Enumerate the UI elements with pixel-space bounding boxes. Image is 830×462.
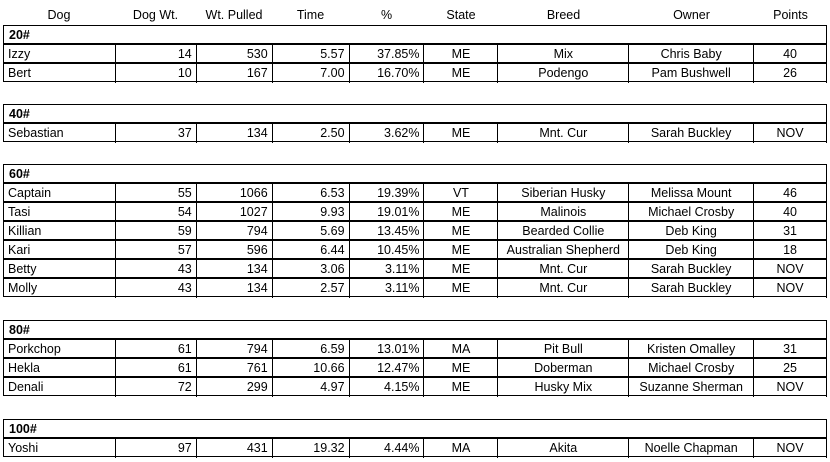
cell-state: ME [424,279,498,298]
cell-owner: Deb King [629,241,754,260]
cell-owner: Deb King [629,222,754,241]
cell-weight-pulled: 1066 [197,184,273,203]
table-row [3,63,827,82]
cell-points: 31 [754,340,827,359]
cell-breed: Podengo [498,64,629,83]
cell-dog: Tasi [4,203,116,222]
cell-dog: Porkchop [4,340,116,359]
column-header-percent: % [380,8,393,22]
cell-dog: Betty [4,260,116,279]
cell-state: ME [424,260,498,279]
cell-time: 9.93 [273,203,350,222]
cell-dog: Molly [4,279,116,298]
cell-dog-weight: 72 [116,378,197,397]
weight-class-label: 80# [9,323,30,337]
cell-owner: Chris Baby [629,45,754,64]
cell-state: VT [424,184,498,203]
cell-dog-weight: 61 [116,359,197,378]
cell-points: NOV [754,260,827,279]
cell-state: ME [424,203,498,222]
cell-breed: Bearded Collie [498,222,629,241]
cell-state: MA [424,439,498,458]
weight-class-label: 20# [9,28,30,42]
cell-percent: 10.45% [350,241,425,260]
cell-dog-weight: 54 [116,203,197,222]
column-header-dog-weight: Dog Wt. [132,8,179,22]
cell-points: 46 [754,184,827,203]
cell-weight-pulled: 596 [197,241,273,260]
cell-dog: Killian [4,222,116,241]
cell-dog: Denali [4,378,116,397]
weight-class-header [3,320,827,339]
column-header-state: State [446,8,476,22]
table-row [3,44,827,63]
column-header-dog: Dog [47,8,71,22]
cell-dog-weight: 97 [116,439,197,458]
table-row [3,259,827,278]
cell-breed: Siberian Husky [498,184,629,203]
cell-weight-pulled: 134 [197,124,273,143]
cell-percent: 37.85% [350,45,425,64]
table-row [3,377,827,396]
cell-percent: 13.45% [350,222,425,241]
cell-weight-pulled: 761 [197,359,273,378]
cell-owner: Kristen Omalley [629,340,754,359]
cell-percent: 16.70% [350,64,425,83]
cell-percent: 4.15% [350,378,425,397]
table-row [3,339,827,358]
cell-owner: Sarah Buckley [629,279,754,298]
weight-class-header [3,164,827,183]
cell-weight-pulled: 530 [197,45,273,64]
cell-owner: Suzanne Sherman [629,378,754,397]
cell-time: 5.69 [273,222,350,241]
cell-time: 3.06 [273,260,350,279]
cell-dog-weight: 61 [116,340,197,359]
table-row [3,123,827,142]
cell-time: 2.50 [273,124,350,143]
cell-dog-weight: 14 [116,45,197,64]
cell-dog-weight: 59 [116,222,197,241]
cell-time: 6.44 [273,241,350,260]
cell-breed: Doberman [498,359,629,378]
column-header-owner: Owner [673,8,710,22]
table-row [3,278,827,297]
cell-dog-weight: 55 [116,184,197,203]
cell-percent: 3.11% [350,279,425,298]
cell-points: NOV [754,124,827,143]
column-header-points: Points [773,8,808,22]
cell-dog: Captain [4,184,116,203]
weight-class-header [3,104,827,123]
cell-weight-pulled: 134 [197,279,273,298]
cell-state: ME [424,124,498,143]
cell-percent: 3.62% [350,124,425,143]
cell-percent: 19.39% [350,184,425,203]
cell-percent: 13.01% [350,340,425,359]
cell-owner: Noelle Chapman [629,439,754,458]
cell-breed: Australian Shepherd [498,241,629,260]
cell-weight-pulled: 431 [197,439,273,458]
cell-state: ME [424,64,498,83]
weight-class-label: 100# [9,422,37,436]
cell-points: NOV [754,439,827,458]
cell-state: ME [424,359,498,378]
table-row [3,438,827,457]
cell-time: 2.57 [273,279,350,298]
cell-dog-weight: 37 [116,124,197,143]
cell-points: 26 [754,64,827,83]
column-header-row [3,6,827,25]
cell-percent: 19.01% [350,203,425,222]
cell-weight-pulled: 794 [197,222,273,241]
cell-breed: Mix [498,45,629,64]
cell-time: 5.57 [273,45,350,64]
cell-dog-weight: 43 [116,279,197,298]
cell-time: 4.97 [273,378,350,397]
cell-dog: Bert [4,64,116,83]
cell-dog: Kari [4,241,116,260]
cell-state: ME [424,45,498,64]
cell-points: NOV [754,279,827,298]
cell-points: 25 [754,359,827,378]
cell-percent: 3.11% [350,260,425,279]
weight-class-label: 60# [9,167,30,181]
weight-class-header [3,419,827,438]
cell-time: 6.53 [273,184,350,203]
cell-percent: 4.44% [350,439,425,458]
cell-state: ME [424,222,498,241]
cell-time: 10.66 [273,359,350,378]
cell-breed: Mnt. Cur [498,279,629,298]
cell-dog: Izzy [4,45,116,64]
weight-class-label: 40# [9,107,30,121]
cell-time: 7.00 [273,64,350,83]
cell-points: NOV [754,378,827,397]
cell-dog: Hekla [4,359,116,378]
cell-time: 19.32 [273,439,350,458]
cell-owner: Sarah Buckley [629,124,754,143]
cell-owner: Melissa Mount [629,184,754,203]
cell-owner: Pam Bushwell [629,64,754,83]
cell-state: ME [424,241,498,260]
cell-breed: Akita [498,439,629,458]
cell-owner: Michael Crosby [629,203,754,222]
cell-dog: Yoshi [4,439,116,458]
cell-state: MA [424,340,498,359]
table-row [3,183,827,202]
cell-dog-weight: 10 [116,64,197,83]
table-row [3,202,827,221]
cell-breed: Pit Bull [498,340,629,359]
table-row [3,221,827,240]
column-header-breed: Breed [546,8,581,22]
cell-time: 6.59 [273,340,350,359]
cell-breed: Mnt. Cur [498,260,629,279]
cell-state: ME [424,378,498,397]
cell-breed: Mnt. Cur [498,124,629,143]
column-header-time: Time [296,8,325,22]
column-header-weight-pulled: Wt. Pulled [205,8,263,22]
cell-weight-pulled: 1027 [197,203,273,222]
cell-weight-pulled: 167 [197,64,273,83]
cell-dog: Sebastian [4,124,116,143]
cell-dog-weight: 57 [116,241,197,260]
cell-weight-pulled: 794 [197,340,273,359]
cell-weight-pulled: 134 [197,260,273,279]
cell-owner: Michael Crosby [629,359,754,378]
cell-points: 31 [754,222,827,241]
cell-owner: Sarah Buckley [629,260,754,279]
cell-points: 40 [754,45,827,64]
weight-class-header [3,25,827,44]
cell-points: 18 [754,241,827,260]
table-row [3,240,827,259]
cell-percent: 12.47% [350,359,425,378]
table-row [3,358,827,377]
cell-breed: Husky Mix [498,378,629,397]
cell-breed: Malinois [498,203,629,222]
cell-weight-pulled: 299 [197,378,273,397]
cell-points: 40 [754,203,827,222]
cell-dog-weight: 43 [116,260,197,279]
